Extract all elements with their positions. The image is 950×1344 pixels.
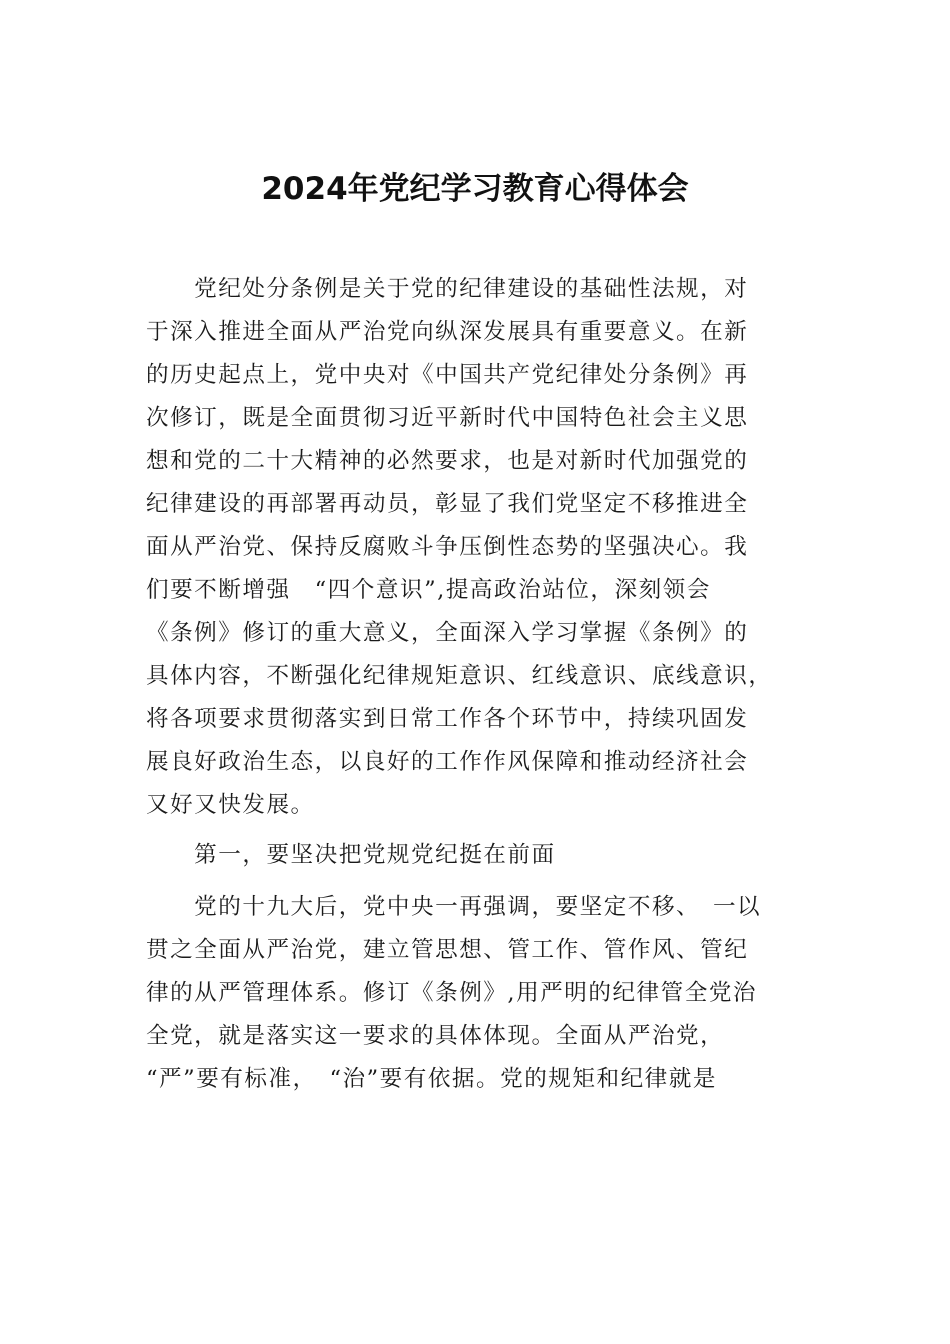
paragraph-line: 律的从严管理体系。修订《条例》,用严明的纪律管全党治: [146, 980, 758, 1006]
paragraph-line: 具体内容，不断强化纪律规矩意识、红线意识、底线意识，: [146, 663, 773, 689]
section-heading-first: [146, 834, 810, 877]
section-heading-text: 第一，要坚决把党规党纪挺在前面: [146, 842, 556, 868]
document-title: 2024年党纪学习教育心得体会: [261, 171, 689, 207]
paragraph-intro: [146, 268, 810, 827]
paragraph-section-one: [146, 886, 810, 1101]
paragraph-line: 全党，就是落实这一要求的具体体现。全面从严治党，: [146, 1023, 725, 1049]
paragraph-line: 的历史起点上，党中央对《中国共产党纪律处分条例》再: [146, 362, 749, 388]
paragraph-line: 想和党的二十大精神的必然要求，也是对新时代加强党的: [146, 448, 749, 474]
paragraph-line: 纪律建设的再部署再动员，彰显了我们党坚定不移推进全: [146, 491, 749, 517]
paragraph-line: 党的十九大后，党中央一再强调，要坚定不移、 一以: [146, 894, 762, 920]
paragraph-line: 贯之全面从严治党，建立管思想、管工作、管作风、管纪: [146, 937, 749, 963]
paragraph-line: 又好又快发展。: [146, 792, 315, 818]
paragraph-line: 次修订，既是全面贯彻习近平新时代中国特色社会主义思: [146, 405, 749, 431]
paragraph-line: 《条例》修订的重大意义，全面深入学习掌握《条例》的: [146, 620, 749, 646]
paragraph-line: “严”要有标准， “治”要有依据。党的规矩和纪律就是: [146, 1066, 717, 1092]
paragraph-line: 党纪处分条例是关于党的纪律建设的基础性法规，对: [146, 276, 749, 302]
paragraph-line: 们要不断增强 “四个意识”,提高政治站位，深刻领会: [146, 577, 711, 603]
paragraph-line: 于深入推进全面从严治党向纵深发展具有重要意义。在新: [146, 319, 749, 345]
paragraph-line: 展良好政治生态，以良好的工作作风保障和推动经济社会: [146, 749, 749, 775]
paragraph-line: 将各项要求贯彻落实到日常工作各个环节中，持续巩固发: [146, 706, 749, 732]
paragraph-line: 面从严治党、保持反腐败斗争压倒性态势的坚强决心。我: [146, 534, 749, 560]
